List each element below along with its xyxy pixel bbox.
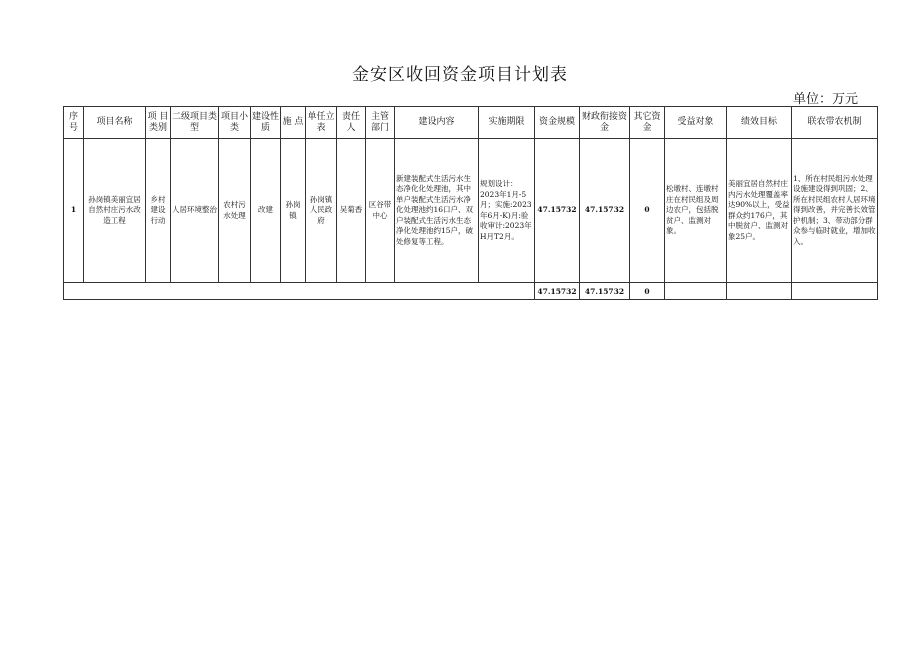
cell-seq: 1 [64,139,84,283]
cell-name: 孙岗镇美丽宜居自然村庄污水改造工程 [84,139,146,283]
totals-row [64,283,878,300]
header-cell: 建设内容 [395,107,479,139]
cell-category: 乡村建设行动 [146,139,171,283]
header-cell: 其它资金 [630,107,665,139]
plan-table [63,106,878,300]
totals-blank [64,283,535,300]
table-row [64,139,878,283]
header-cell: 序号 [64,107,84,139]
cell-fund-other: 0 [630,139,665,283]
cell-mechanism: 1、所在村民组污水处理设施建设得到巩固；2、所在村民组农村人居环境得到改善，并完善长效管护机制；3、带动部分群众参与临时就业，增加收入。 [792,139,878,283]
unit-label: 单位：万元 [792,92,858,107]
header-cell: 受益对象 [665,107,727,139]
header-cell: 施 点 [281,107,306,139]
page-title: 金安区收回资金项目计划表 [352,65,568,85]
header-cell: 项目名称 [84,107,146,139]
header-cell: 联农带农机制 [792,107,878,139]
header-cell: 资金规模 [535,107,580,139]
cell-person: 吴菊香 [337,139,366,283]
header-cell: 单任立表 [306,107,337,139]
header-cell: 绩效目标 [727,107,792,139]
total-fund-total: 47.15732 [535,283,580,300]
header-row [64,107,878,139]
cell-nature: 改建 [251,139,281,283]
header-cell: 主管部门 [366,107,395,139]
total-fund-other: 0 [630,283,665,300]
cell-location: 孙岗镇 [281,139,306,283]
header-cell: 实施期限 [479,107,535,139]
cell-beneficiary: 松墩村、连墩村庄在村民组及周边农户，包括脱贫户、监测对象。 [665,139,727,283]
header-cell: 建设性质 [251,107,281,139]
cell-period: 规划设计：2023年1月-5月；实施:2023年6月-K)月:验收审计:2023年H月T2月。 [479,139,535,283]
cell-content: 新建装配式生活污水生态净化化处理池，其中单户装配式生活污水净化处理池约16口户、双户装配式生活污水生态净化处理池约15户，破处修复等工程。 [395,139,479,283]
totals-empty [665,283,727,300]
total-fund-fiscal: 47.15732 [580,283,630,300]
cell-fund-total: 47.15732 [535,139,580,283]
cell-dept: 区谷带中心 [366,139,395,283]
cell-unit-org: 孙岗镇人民政府 [306,139,337,283]
header-cell: 项目小类 [219,107,251,139]
header-cell: 二级项目类型 [171,107,219,139]
cell-goal: 美丽宜居自然村庄内污水处理覆盖率达90%以上，受益群众约176户，其中脱贫户、监测对象25户。 [727,139,792,283]
header-cell: 财政衔接资金 [580,107,630,139]
cell-fund-fiscal: 47.15732 [580,139,630,283]
cell-subtype: 农村污水处理 [219,139,251,283]
header-cell: 项 目类别 [146,107,171,139]
totals-empty [727,283,792,300]
cell-type2: 人居环境整治 [171,139,219,283]
totals-empty [792,283,878,300]
header-cell: 责任人 [337,107,366,139]
